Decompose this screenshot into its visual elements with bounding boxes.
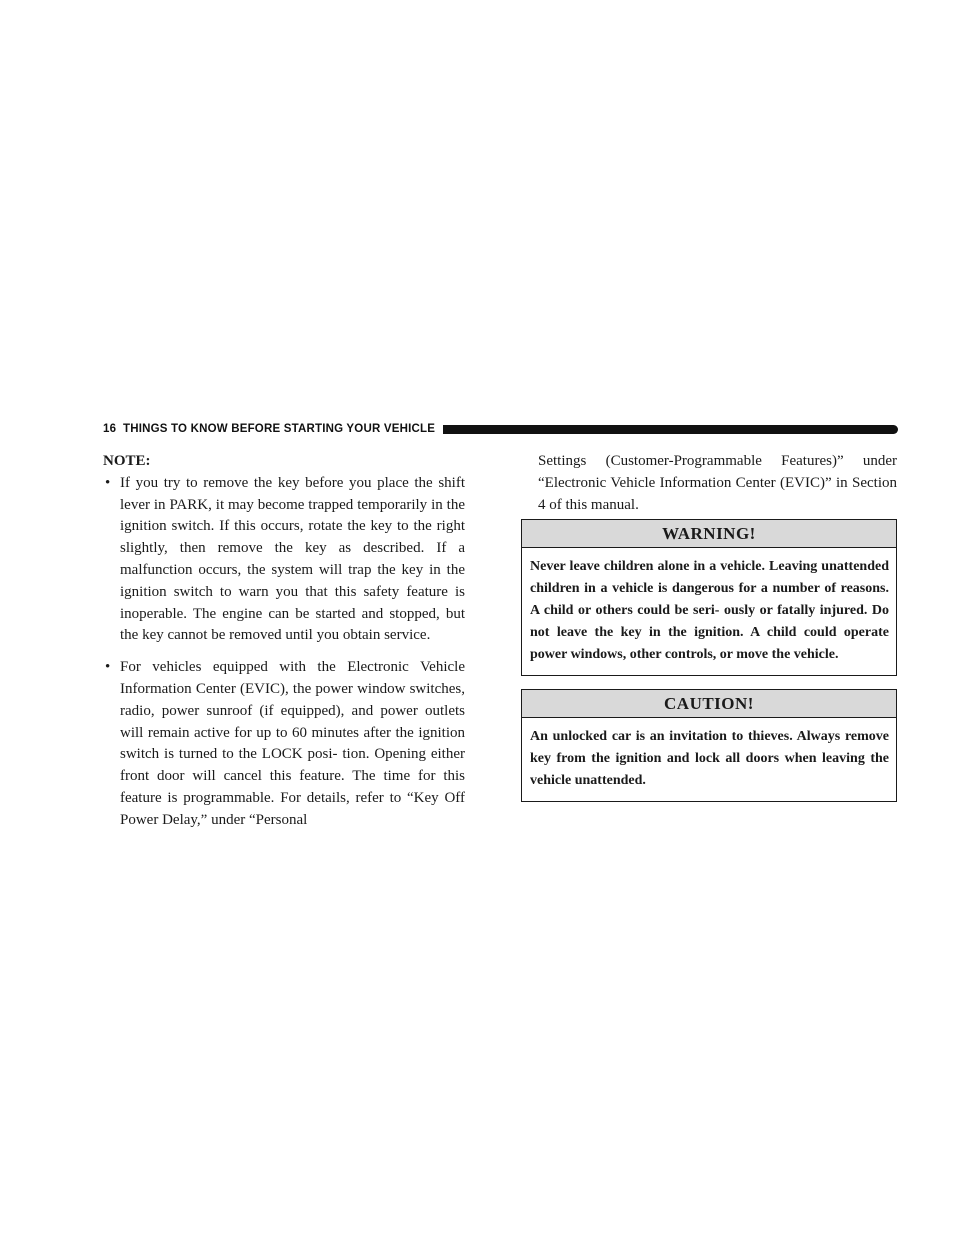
bullet-dot: • — [105, 659, 111, 676]
warning-title: WARNING! — [522, 520, 896, 548]
page-header — [103, 420, 898, 438]
caution-box — [521, 689, 897, 802]
note-bullet-2 — [103, 657, 465, 831]
section-title: THINGS TO KNOW BEFORE STARTING YOUR VEHICLE — [123, 423, 436, 435]
warning-box — [521, 519, 897, 676]
bullet-dot: • — [105, 474, 111, 491]
note-label: NOTE: — [103, 453, 151, 469]
page-number: 16 — [103, 423, 117, 435]
right-column — [522, 451, 897, 516]
header-bar — [443, 425, 898, 434]
note-bullet-1 — [103, 473, 465, 647]
left-column — [103, 451, 465, 842]
bullet-text: If you try to remove the key before you place the shift lever in PARK, it may become trapped temporarily in the ignition switch. If this occurs, rotate the key to the right slightly, then remove the key as described. If a malfunction occurs, the system will trap the key in the ignition switch to warn you that this safety feature is inoperable. The engine can be started and stopped, but the key cannot be removed until you obtain service. — [120, 474, 465, 644]
continuation-text: Settings (Customer-Programmable Features)” under “Electronic Vehicle Information Center (EVIC)” in Section 4 of this manual. — [538, 453, 897, 513]
warning-body: Never leave children alone in a vehicle. Leaving unattended children in a vehicle is dangerous for a number of reasons. A child or others could be seri- ously or fatally injured. Do not leave the key in the ignition. A child could operate power windows, other controls, or move the vehicle. — [530, 559, 889, 662]
bullet-text: For vehicles equipped with the Electronic Vehicle Information Center (EVIC), the power window switches, radio, power sunroof (if equipped), and power outlets will remain active for up to 60 minutes after the ignition switch is turned to the LOCK posi- tion. Opening either front door will cancel this feature. The time for this feature is programmable. For details, refer to “Key Off Power Delay,” under “Personal — [120, 659, 465, 828]
caution-title: CAUTION! — [522, 690, 896, 718]
caution-body: An unlocked car is an invitation to thieves. Always remove key from the ignition and lock all doors when leaving the vehicle unattended. — [530, 729, 889, 788]
header-text — [103, 423, 443, 435]
